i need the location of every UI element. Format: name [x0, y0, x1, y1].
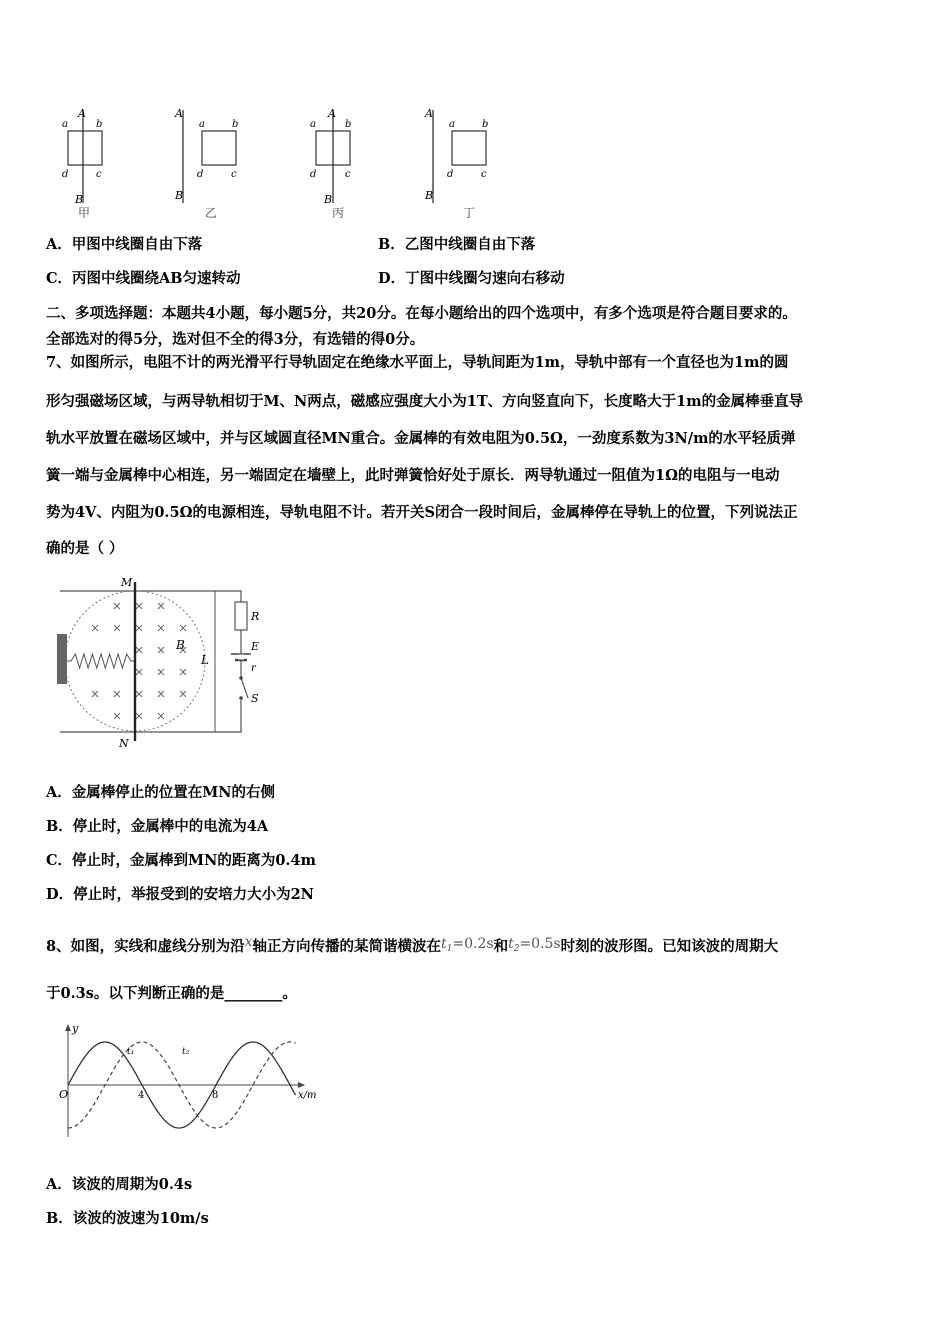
q7-option-a: A．金属棒停止的位置在MN的右侧: [46, 784, 276, 801]
svg-text:b: b: [482, 119, 489, 130]
svg-text:丙: 丙: [332, 206, 345, 220]
coil-figures: [40, 105, 520, 225]
svg-text:c: c: [96, 169, 102, 180]
svg-text:E: E: [251, 640, 260, 653]
svg-text:b: b: [96, 119, 103, 130]
spring: [67, 654, 135, 668]
q6-option-a: A．甲图中线圈自由下落: [46, 236, 203, 253]
svg-text:B: B: [176, 638, 185, 652]
q6-option-d: D．丁图中线圈匀速向右移动: [378, 270, 565, 287]
origin-label: O: [59, 1088, 69, 1101]
x-tick-8: 8: [212, 1090, 219, 1101]
x-axis-arrow: [298, 1082, 305, 1088]
svg-text:b: b: [232, 119, 239, 130]
svg-text:d: d: [310, 169, 317, 180]
svg-text:a: a: [199, 119, 205, 130]
svg-text:B: B: [425, 189, 434, 202]
q7-option-c: C．停止时，金属棒到MN的距离为0.4m: [46, 852, 316, 869]
svg-text:M: M: [121, 576, 133, 589]
coil-rect: [68, 131, 102, 165]
svg-text:N: N: [119, 737, 129, 749]
svg-text:S: S: [251, 692, 259, 705]
svg-text:a: a: [449, 119, 455, 130]
coil-panel-yi: [174, 107, 238, 220]
q7-line4: 簧一端与金属棒中心相连，另一端固定在墙壁上，此时弹簧恰好处于原长．两导轨通过一阻值为1Ω的电阻与一电动: [46, 467, 780, 484]
svg-text:r: r: [251, 663, 256, 674]
q8-line1: [46, 932, 778, 959]
section2-line1: 二、多项选择题：本题共4小题，每小题5分，共20分。在每小题给出的四个选项中，有多个选项是符合题目要求的。: [46, 305, 797, 322]
q6-option-c: C．丙图中线圈绕AB匀速转动: [46, 270, 241, 287]
svg-text:甲: 甲: [78, 206, 91, 220]
coil-rect: [452, 131, 486, 165]
svg-text:A: A: [175, 107, 183, 120]
q8-option-b: B．该波的波速为10m/s: [46, 1210, 209, 1227]
svg-text:R: R: [251, 610, 260, 623]
field-x-marks: [92, 603, 186, 719]
svg-text:乙: 乙: [205, 206, 218, 220]
q8-option-a: A．该波的周期为0.4s: [46, 1176, 193, 1193]
q7-line3: 轨水平放置在磁场区域中，并与区域圆直径MN重合。金属棒的有效电阻为0.5Ω，一劲度系数为3N/m的水平轻质弹: [46, 430, 796, 447]
svg-text:B: B: [75, 193, 84, 206]
svg-text:L: L: [201, 653, 209, 667]
svg-text:丁: 丁: [463, 206, 476, 220]
t2-value: =0.5s: [519, 936, 561, 952]
q8-text-a: 8、如图，实线和虚线分别为沿: [46, 938, 245, 955]
svg-text:B: B: [175, 189, 184, 202]
svg-text:A: A: [78, 107, 86, 120]
q7-circuit-figure: [55, 574, 275, 749]
t2-variable: $t_2$: [508, 936, 520, 954]
resistor-symbol: [235, 602, 247, 630]
x-variable: x: [244, 934, 253, 950]
q8-wave-chart: [55, 1022, 335, 1142]
svg-text:d: d: [197, 169, 204, 180]
t2-curve-label: t₂: [182, 1047, 190, 1057]
svg-text:d: d: [447, 169, 454, 180]
svg-text:b: b: [345, 119, 352, 130]
x-tick-4: 4: [138, 1090, 145, 1101]
svg-text:a: a: [310, 119, 316, 130]
svg-text:c: c: [231, 169, 237, 180]
y-axis-arrow: [65, 1024, 71, 1031]
svg-text:B: B: [324, 193, 333, 206]
section2-line2: 全部选对的得5分，选对但不全的得3分，有选错的得0分。: [46, 331, 425, 348]
svg-text:c: c: [481, 169, 487, 180]
t1-value: =0.2s: [452, 936, 494, 952]
svg-text:A: A: [425, 107, 433, 120]
y-axis-label: y: [72, 1022, 79, 1035]
svg-text:d: d: [62, 169, 69, 180]
q6-option-b: B．乙图中线圈自由下落: [378, 236, 536, 253]
svg-text:A: A: [328, 107, 336, 120]
q7-line5: 势为4V、内阻为0.5Ω的电源相连，导轨电阻不计。若开关S闭合一段时间后，金属棒停在导轨上的位置，下列说法正: [46, 504, 798, 521]
t1-curve-label: t₁: [127, 1047, 135, 1057]
q7-line1: 7、如图所示，电阻不计的两光滑平行导轨固定在绝缘水平面上，导轨间距为1m，导轨中部有一个直径也为1m的圆: [46, 354, 789, 371]
coil-rect: [202, 131, 236, 165]
q8-text-c: 时刻的波形图。已知该波的周期大: [560, 938, 779, 955]
q8-text-b: 轴正方向传播的某简谐横波在: [252, 938, 441, 955]
coil-panel-bing: [310, 107, 351, 220]
t1-variable: $t_1$: [441, 936, 453, 954]
wall: [57, 634, 67, 684]
coil-panel-ding: [424, 107, 488, 220]
coil-panel-jia: [62, 107, 102, 220]
svg-text:c: c: [345, 169, 351, 180]
q7-option-b: B．停止时，金属棒中的电流为4A: [46, 818, 269, 835]
q7-line6: 确的是（ ）: [46, 540, 124, 557]
x-axis-label: x/m: [298, 1090, 317, 1101]
q7-option-d: D．停止时，举报受到的安培力大小为2N: [46, 886, 314, 903]
svg-text:a: a: [62, 119, 68, 130]
q7-line2: 形匀强磁场区域，与两导轨相切于M、N两点，磁感应强度大小为1T、方向竖直向下，长度略大于1m的金属棒垂直导: [46, 393, 804, 410]
q8-he: 和: [493, 938, 509, 955]
q8-line2: 于0.3s。以下判断正确的是________。: [46, 985, 297, 1002]
